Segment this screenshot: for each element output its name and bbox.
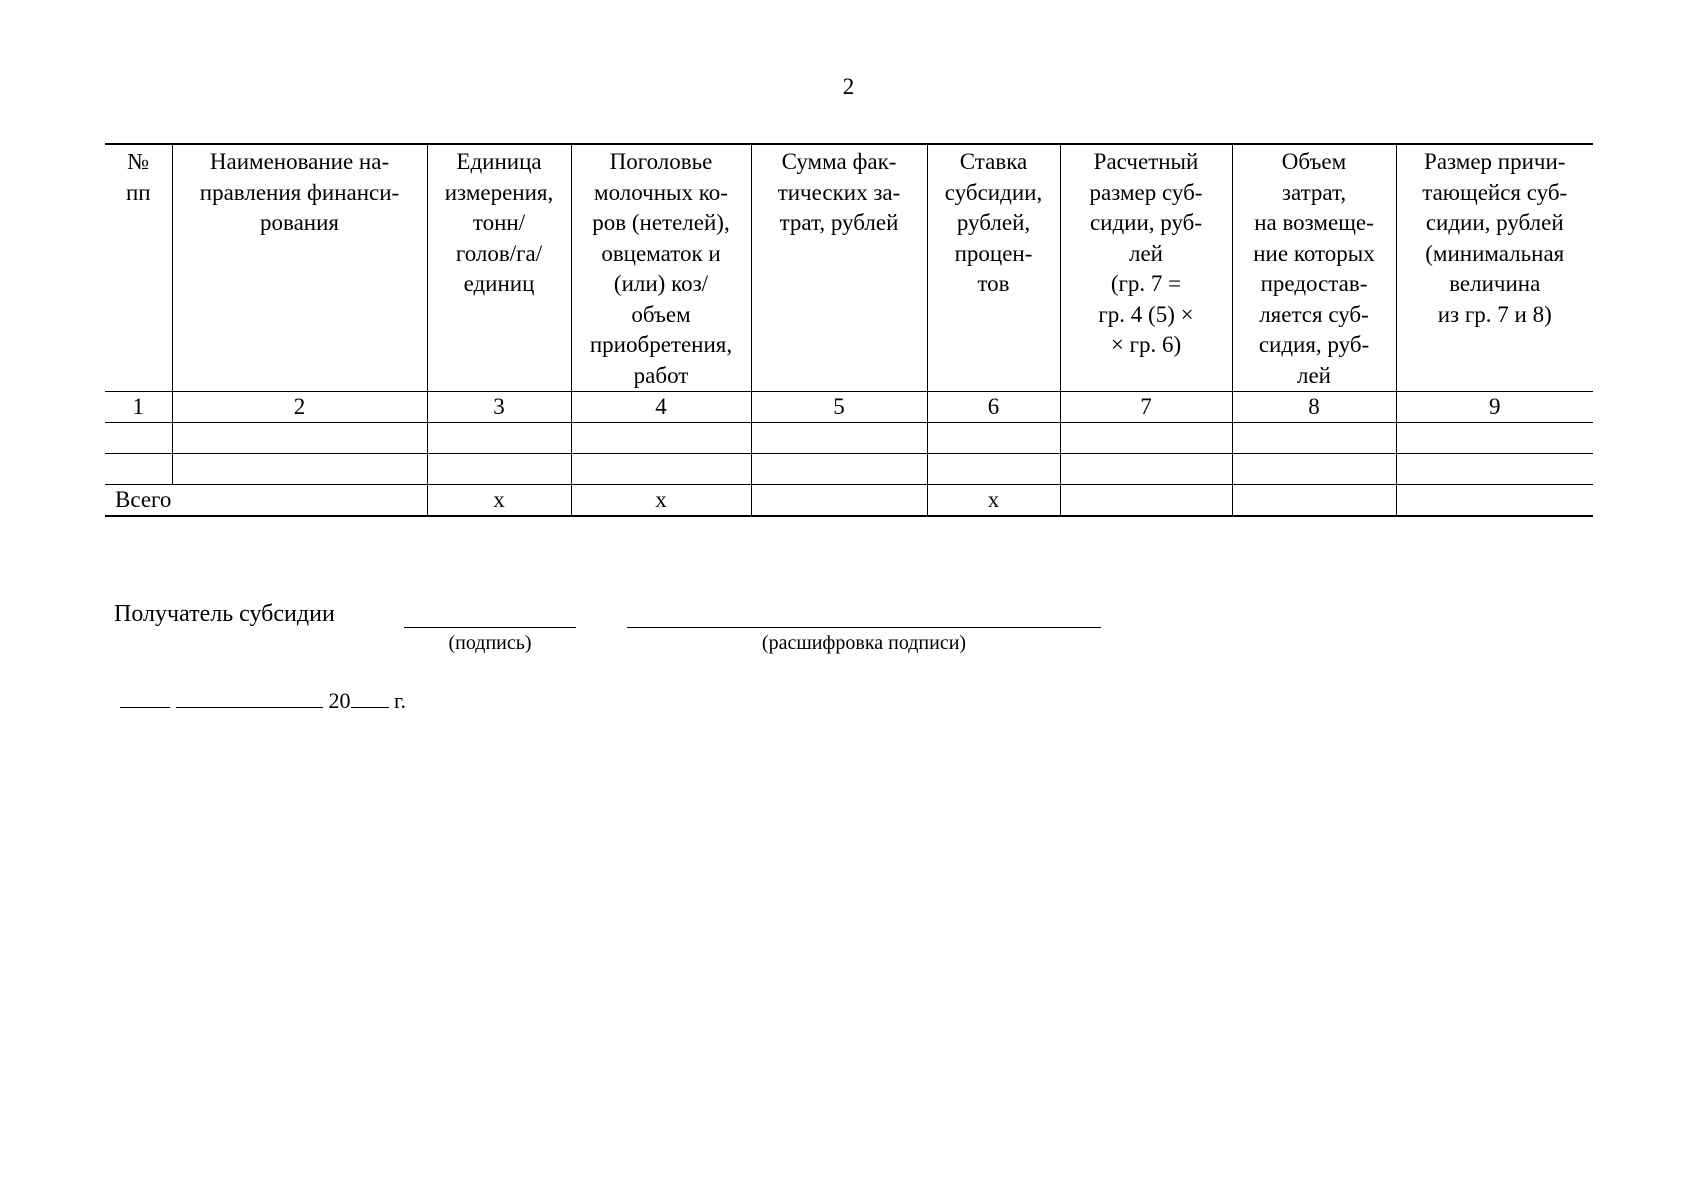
total-cell-calculated-subsidy — [1060, 485, 1232, 517]
column-number: 3 — [427, 392, 571, 423]
signature-decoding-caption: (расшифровка подписи) — [761, 632, 967, 654]
header-cell-rate: Ставка субсидии, рублей, процен- тов — [927, 144, 1060, 392]
table-cell — [751, 454, 927, 485]
recipient-label: Получатель субсидии — [114, 601, 335, 627]
table-cell — [1060, 423, 1232, 454]
column-number: 9 — [1396, 392, 1593, 423]
signature-decoding-line — [627, 627, 1101, 628]
date-year-prefix: 20 — [328, 688, 351, 713]
total-cell-livestock: х — [571, 485, 751, 517]
table-cell — [927, 454, 1060, 485]
date-month-blank — [176, 689, 323, 708]
table-cell — [172, 454, 427, 485]
header-cell-cost-volume: Объем затрат, на возмеще- ние которых предостав- ляется суб- сидия, руб- лей — [1232, 144, 1396, 392]
table-cell — [927, 423, 1060, 454]
header-cell-unit: Единица измерения, тонн/ голов/га/ единиц — [427, 144, 571, 392]
table-cell — [427, 423, 571, 454]
total-cell-subsidy-due — [1396, 485, 1593, 517]
table-cell — [571, 423, 751, 454]
table-cell — [1396, 423, 1593, 454]
date-line — [120, 688, 406, 714]
column-number: 6 — [927, 392, 1060, 423]
date-year-suffix: г. — [394, 688, 407, 713]
total-cell-actual-costs — [751, 485, 927, 517]
column-number: 2 — [172, 392, 427, 423]
header-cell-calculated-subsidy: Расчетный размер суб- сидии, руб- лей (гр. 7 = гр. 4 (5) × × гр. 6) — [1060, 144, 1232, 392]
table-cell — [751, 423, 927, 454]
table-row — [105, 454, 1593, 485]
column-number: 4 — [571, 392, 751, 423]
header-cell-actual-costs: Сумма фак- тических за- трат, рублей — [751, 144, 927, 392]
table-cell — [1232, 454, 1396, 485]
total-cell-cost-volume — [1232, 485, 1396, 517]
column-number: 7 — [1060, 392, 1232, 423]
total-row — [105, 485, 1593, 517]
signature-line — [404, 627, 576, 628]
table-cell — [172, 423, 427, 454]
table-row — [105, 423, 1593, 454]
subsidy-table — [105, 143, 1593, 517]
table-cell — [105, 423, 172, 454]
header-cell-direction: Наименование на- правления финанси- рования — [172, 144, 427, 392]
table-cell — [1232, 423, 1396, 454]
total-label: Всего — [105, 485, 427, 517]
column-number: 8 — [1232, 392, 1396, 423]
header-cell-livestock: Поголовье молочных ко- ров (нетелей), овцематок и (или) коз/ объем приобретения, работ — [571, 144, 751, 392]
column-number: 1 — [105, 392, 172, 423]
signature-caption: (подпись) — [448, 632, 532, 654]
date-day-blank — [120, 689, 170, 708]
total-cell-rate: х — [927, 485, 1060, 517]
header-cell-number: № пп — [105, 144, 172, 392]
header-cell-subsidy-due: Размер причи- тающейся суб- сидии, рублей (минимальная величина из гр. 7 и 8) — [1396, 144, 1593, 392]
table-cell — [571, 454, 751, 485]
page-number: 2 — [842, 74, 855, 99]
table-header-row — [105, 144, 1593, 392]
date-year-blank — [351, 689, 389, 708]
table-cell — [1060, 454, 1232, 485]
table-cell — [1396, 454, 1593, 485]
column-number: 5 — [751, 392, 927, 423]
table-cell — [427, 454, 571, 485]
column-number-row — [105, 392, 1593, 423]
table-cell — [105, 454, 172, 485]
total-cell-unit: х — [427, 485, 571, 517]
